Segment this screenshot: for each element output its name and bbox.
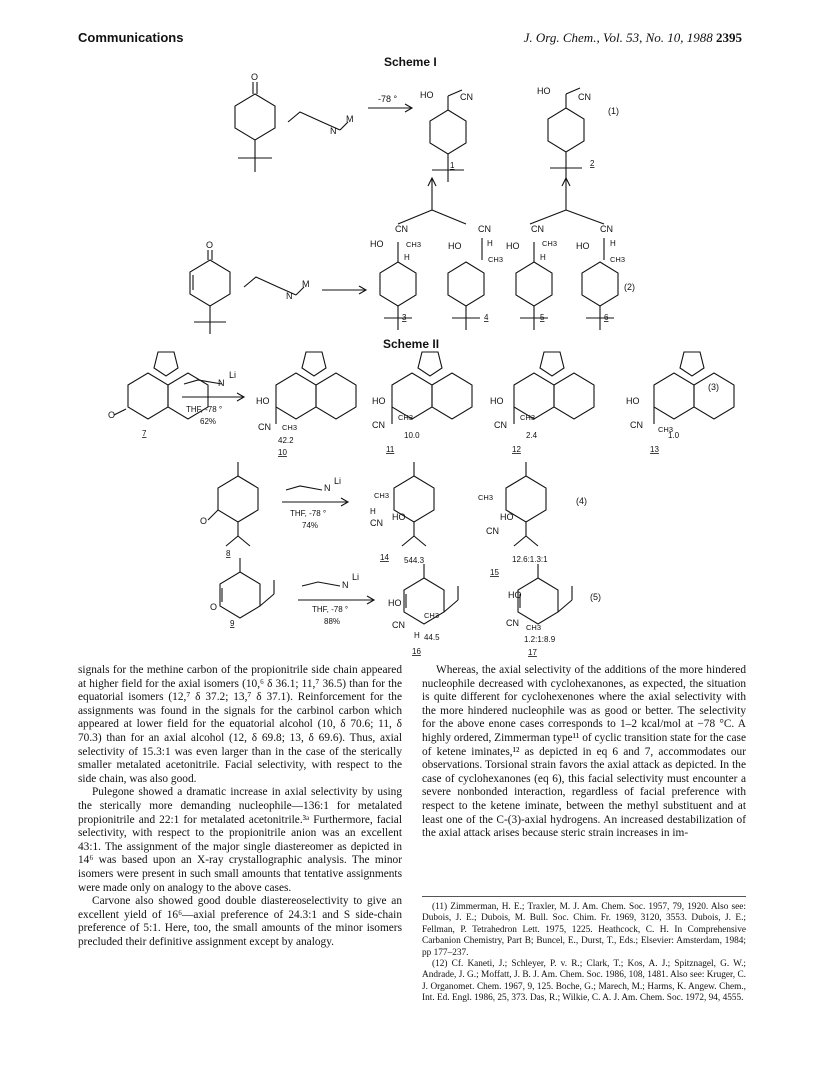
eq-5-number: (5)	[590, 592, 601, 602]
reaction-arrow-4	[282, 486, 348, 506]
product-5-cn-label: CN	[531, 224, 544, 234]
compound-11-label: 11	[386, 445, 395, 454]
conditions-label-4: THF, -78 °	[290, 509, 327, 518]
ratio-16: 44.5	[424, 633, 440, 642]
nitrogen-label-3: N	[218, 378, 225, 388]
compound-14-structure	[394, 462, 434, 546]
product-4-h-label: H	[487, 239, 493, 248]
compound-15-nc-label: CN	[486, 526, 499, 536]
compound-7-oxygen-label: O	[108, 410, 116, 420]
metal-label-2: M	[302, 279, 310, 289]
product-4-ho-label: HO	[448, 241, 462, 251]
compound-8-oxygen-label: O	[200, 516, 208, 526]
compound-12-ho-label: HO	[490, 396, 504, 406]
ketone-oxygen-label: O	[251, 72, 259, 82]
eq-3-number: (3)	[708, 382, 719, 392]
product-4-structure	[448, 238, 484, 330]
compound-15-structure	[506, 462, 546, 546]
right-column	[422, 664, 746, 841]
product-6-cn-label: CN	[600, 224, 613, 234]
footnotes	[422, 902, 746, 1005]
compound-11-ch3-label: CH3	[398, 413, 414, 422]
compound-14-h-label: H	[370, 507, 376, 516]
product-6-h-label: H	[610, 239, 616, 248]
paragraph: Whereas, the axial selectivity of the additions of the more hindered nucleophile decreased with cyclohexanones, as expected, the situation is quite different for cyclohexenones where the axial selectivity with the more hindered nucleophile was as good or better. The selectivity for the above enone cases corresponds to 1–2 kcal/mol at −78 °C. A highly ordered, Zimmerman type¹¹ of cyclic transition state for the case of ketene iminates,¹² as depicted in eq 6 and 7, accommodates our observations. Torsional strain favors the axial attack as depicted. In the case of cyclohexanones (eq 6), this facial selectivity must encounter a severe nonbonded interaction, regardless of facial preference with respect to the ketene iminate, between the methyl substituent and at least one of the C-(3)-axial hydrogens. An increased destabilization of the axial attack arises because steric strain increases in im-	[422, 664, 747, 840]
ratio-15: 12.6:1.3:1	[512, 555, 548, 564]
compound-14-ho-label: HO	[392, 512, 406, 522]
ratio-12: 2.4	[526, 431, 538, 440]
compound-16-label: 16	[412, 647, 421, 656]
lithium-label-5: Li	[352, 572, 360, 582]
product-5-ho-label: HO	[506, 241, 520, 251]
running-head-section: Communications	[78, 30, 184, 45]
yield-label-4: 74%	[302, 521, 319, 530]
compound-10-label: 10	[278, 448, 287, 457]
enone-oxygen-label: O	[206, 240, 214, 250]
ratio-10: 42.2	[278, 436, 294, 445]
compound-9-label: 9	[230, 619, 235, 628]
compound-17-nc-label: CN	[506, 618, 519, 628]
reaction-arrow-2	[322, 286, 366, 294]
eq-2-number: (2)	[624, 282, 635, 292]
nitrogen-label-2: N	[286, 291, 293, 301]
temperature-label: -78 °	[378, 94, 398, 104]
compound-3-label: 3	[402, 313, 407, 322]
compound-9-structure	[220, 558, 274, 618]
compound-13-nc-label: CN	[630, 420, 643, 430]
product-1-structure	[430, 90, 466, 182]
convergence-arrows	[398, 178, 604, 224]
footnote-12: (12) Cf. Kaneti, J.; Schleyer, P. v. R.; Clark, T.; Kos, A. J.; Spitznagel, G. W.; Andrade, J. G.; Moffatt, J. B. J. Am. Chem. Soc. 1986, 108, 1481. Also see: Kruger, C. J. Organomet. Chem. 1967, 9, 125. Boche, G.; Marech, M.; Harms, K. Angew. Chem., Int. Ed. Engl. 1986, 25, 373. Das, R.; Wilkie, C. A. J. Am. Chem. Soc. 1972, 94, 4555.	[422, 959, 746, 1004]
compound-11-nc-label: CN	[372, 420, 385, 430]
compound-17-label: 17	[528, 648, 537, 657]
reaction-arrow	[368, 104, 412, 112]
compound-13-structure	[654, 352, 734, 424]
compound-11-ho-label: HO	[372, 396, 386, 406]
footnote-divider	[422, 896, 746, 897]
reaction-arrow-3	[182, 380, 244, 401]
compound-15-ho-label: HO	[500, 512, 514, 522]
nitrogen-label-5: N	[342, 580, 349, 590]
product-3-ho-label: HO	[370, 239, 384, 249]
compound-17-ch3-label: CH3	[526, 623, 542, 632]
compound-15-label: 15	[490, 568, 499, 577]
footnote-11: (11) Zimmerman, H. E.; Traxler, M. J. Am. Chem. Soc. 1957, 79, 1920. Also see: Dubois, J. E.; Dubois, M. Bull. Soc. Chim. Fr. 1969, 3120, 3553. Dubois, J. E.; Fellman, P. Tetrahedron Lett. 1975, 1225. Heathcock, C. H. In Comprehensive Carbanion Chemistry, Part B; Buncel, E., Durst, T., Eds.; Elsevier: Amsterdam, 1984; pp 177–237.	[422, 902, 746, 958]
product-3-cn-label: CN	[395, 224, 408, 234]
compound-16-ch3-label: CH3	[424, 611, 440, 620]
nitrogen-label-4: N	[324, 483, 331, 493]
compound-7-label: 7	[142, 429, 147, 438]
compound-12-ch3-label: CH3	[520, 413, 536, 422]
metal-label: M	[346, 114, 354, 124]
product-1-ho-label: HO	[420, 90, 434, 100]
lithium-label-3: Li	[229, 370, 237, 380]
ratio-14: 544.3	[404, 556, 425, 565]
compound-13-ho-label: HO	[626, 396, 640, 406]
compound-8-structure	[208, 462, 258, 546]
compound-1-label: 1	[450, 161, 455, 170]
ratio-13: 1.0	[668, 431, 680, 440]
lithium-label-4: Li	[334, 476, 342, 486]
yield-label-3: 62%	[200, 417, 217, 426]
compound-4-label: 4	[484, 313, 489, 322]
product-6-structure	[582, 238, 618, 330]
compound-8-label: 8	[226, 549, 231, 558]
compound-12-nc-label: CN	[494, 420, 507, 430]
product-3-h-label: H	[404, 253, 410, 262]
compound-10-ho-label: HO	[256, 396, 270, 406]
compound-9-oxygen-label: O	[210, 602, 218, 612]
product-5-structure	[516, 242, 552, 330]
journal-name: J. Org. Chem.,	[523, 30, 600, 45]
compound-6-label: 6	[604, 313, 609, 322]
compound-10-nc-label: CN	[258, 422, 271, 432]
nitrogen-label: N	[330, 126, 337, 136]
compound-10-structure	[276, 352, 356, 424]
compound-13-label: 13	[650, 445, 659, 454]
page-number: 2395	[716, 30, 742, 45]
reaction-arrow-5	[298, 582, 374, 604]
cyclohexenone-structure	[190, 250, 230, 334]
conditions-label-3: THF, -78 °	[186, 405, 223, 414]
product-4-ch3-label: CH3	[488, 255, 504, 264]
product-3-structure	[380, 242, 416, 330]
compound-2-label: 2	[590, 159, 595, 168]
eq-4-number: (4)	[576, 496, 587, 506]
compound-14-nc-label: CN	[370, 518, 383, 528]
paragraph: Pulegone showed a dramatic increase in axial selectivity by using the sterically more demanding nucleophile—136:1 for metalated propionitrile and 22:1 for metalated acetonitrile.³ᵃ Furthermore, facial selectivity, with respect to the propionitrile anion was an excellent 43:1. The assignment of the major single diastereomer as depicted in 14⁶ was based upon an X-ray crystallographic analysis. The minor isomers were present in such small amounts that tentative assignments were made only on analogy to the above cases.	[78, 786, 402, 894]
product-5-ch3-label: CH3	[542, 239, 558, 248]
compound-16-ho-label: HO	[388, 598, 402, 608]
eq-1-number: (1)	[608, 106, 619, 116]
compound-15-ch3-label: CH3	[478, 493, 494, 502]
compound-17-ho-label: HO	[508, 590, 522, 600]
scheme-1-title: Scheme I	[384, 55, 437, 69]
compound-17-structure	[518, 564, 572, 624]
ketene-iminate-structure-2	[244, 277, 304, 295]
cyclohexanone-structure	[235, 82, 275, 172]
ratio-17: 1.2:1:8.9	[524, 635, 556, 644]
compound-5-label: 5	[540, 313, 545, 322]
journal-volume: Vol. 53, No. 10, 1988	[602, 30, 713, 45]
product-6-ch3-label: CH3	[610, 255, 626, 264]
yield-label-5: 88%	[324, 617, 341, 626]
conditions-label-5: THF, -78 °	[312, 605, 349, 614]
product-2-ho-label: HO	[537, 86, 551, 96]
ratio-11: 10.0	[404, 431, 420, 440]
left-column	[78, 664, 402, 949]
scheme-2-title: Scheme II	[383, 337, 440, 351]
product-3-ch3-label: CH3	[406, 240, 422, 249]
compound-14-label: 14	[380, 553, 389, 562]
ketene-iminate-structure	[288, 112, 348, 130]
compound-16-nc-label: CN	[392, 620, 405, 630]
paragraph: Carvone also showed good double diastereoselectivity to give an excellent yield of 16⁶—axial preference of 24.3:1 and S side-chain preference of 5:1. Here, too, the small amounts of the minor isomers precluded their definitive assignment except by analogy.	[78, 895, 402, 948]
product-6-ho-label: HO	[576, 241, 590, 251]
compound-12-label: 12	[512, 445, 521, 454]
paragraph: signals for the methine carbon of the propionitrile side chain appeared at higher field for the axial isomers (10,⁶ δ 36.1; 11,⁷ 36.5) than for the equatorial isomers (12,⁷ δ 37.2; 13,⁷ δ 37.1). Reinforcement for the assignments was found in the signals for the carbinol carbon which appeared at lower field for the equatorial alcohol (10, δ 70.6; 11, δ 70.3) than for an axial alcohol (12, δ 69.8; 13, δ 69.6). Thus, axial selectivity of 15.3:1 was even larger than in the case of the sterically smaller metalated acetonitrile. Facial selectivity, with respect to the side chain, was also good.	[78, 664, 402, 785]
compound-14-ch3-label: CH3	[374, 491, 390, 500]
product-4-cn-label: CN	[478, 224, 491, 234]
product-2-cn-label: CN	[578, 92, 591, 102]
product-1-cn-label: CN	[460, 92, 473, 102]
compound-16-h-label: H	[414, 631, 420, 640]
compound-10-ch3-label: CH3	[282, 423, 298, 432]
compound-13-ch3-label: CH3	[658, 425, 674, 434]
product-5-h-label: H	[540, 253, 546, 262]
